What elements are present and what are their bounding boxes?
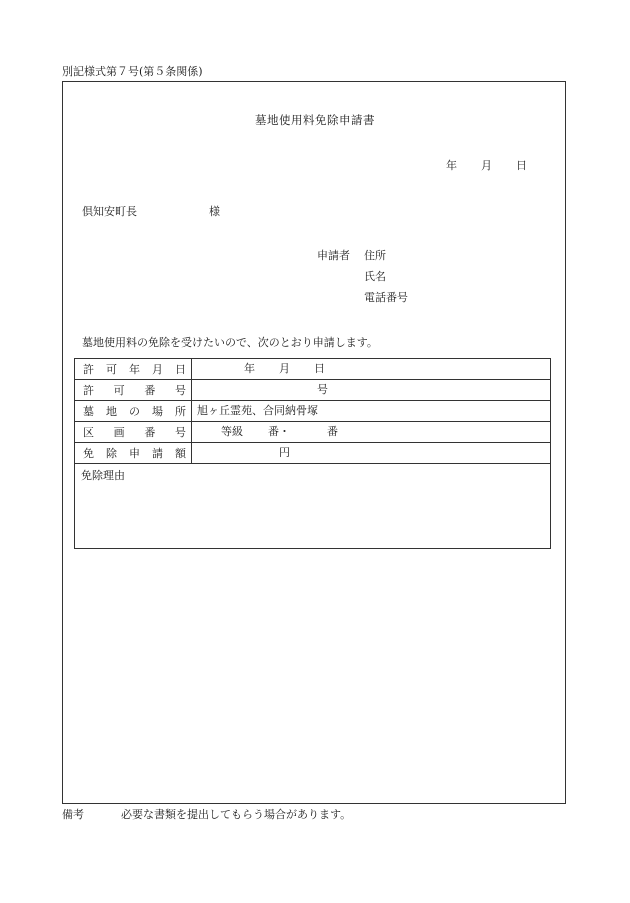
permit-date-label: 許 可 年 月 日 [75,359,192,380]
exemption-amount-label: 免 除 申 請 額 [75,443,192,464]
location-value: 旭ヶ丘霊苑、合同納骨塚 [192,401,551,422]
table-row [75,380,551,401]
applicant-address-label: 住所 [364,249,386,262]
intro-text: 墓地使用料の免除を受けたいので、次のとおり申請します。 [82,336,378,349]
exemption-amount-value[interactable]: 円 [192,443,551,464]
applicant-label: 申請者 [317,249,350,262]
remarks-label: 備考 [62,808,84,821]
section-number-label: 区 画 番 号 [75,422,192,443]
date-year-label: 年 [446,159,457,172]
permit-number-value[interactable]: 号 [192,380,551,401]
applicant-phone-label: 電話番号 [364,291,408,304]
date-day-label: 日 [516,159,527,172]
table-row [75,422,551,443]
form-reference: 別記様式第７号(第５条関係) [62,65,203,78]
honorific: 様 [209,205,220,218]
application-table [74,358,551,549]
table-row [75,443,551,464]
date-month-label: 月 [481,159,492,172]
exemption-reason-field[interactable] [75,464,551,549]
table-row [75,401,551,422]
location-label: 墓 地 の 場 所 [75,401,192,422]
applicant-name-label: 氏名 [364,270,386,283]
table-row [75,359,551,380]
permit-number-label: 許 可 番 号 [75,380,192,401]
addressee: 倶知安町長 [82,205,137,218]
remarks-text: 必要な書類を提出してもらう場合があります。 [121,808,352,821]
table-row [75,464,551,549]
section-number-value[interactable]: 等級 番・ 番 [192,422,551,443]
document-title: 墓地使用料免除申請書 [255,113,375,127]
exemption-reason-label: 免除理由 [81,469,125,482]
permit-date-value[interactable]: 年 月 日 [192,359,551,380]
